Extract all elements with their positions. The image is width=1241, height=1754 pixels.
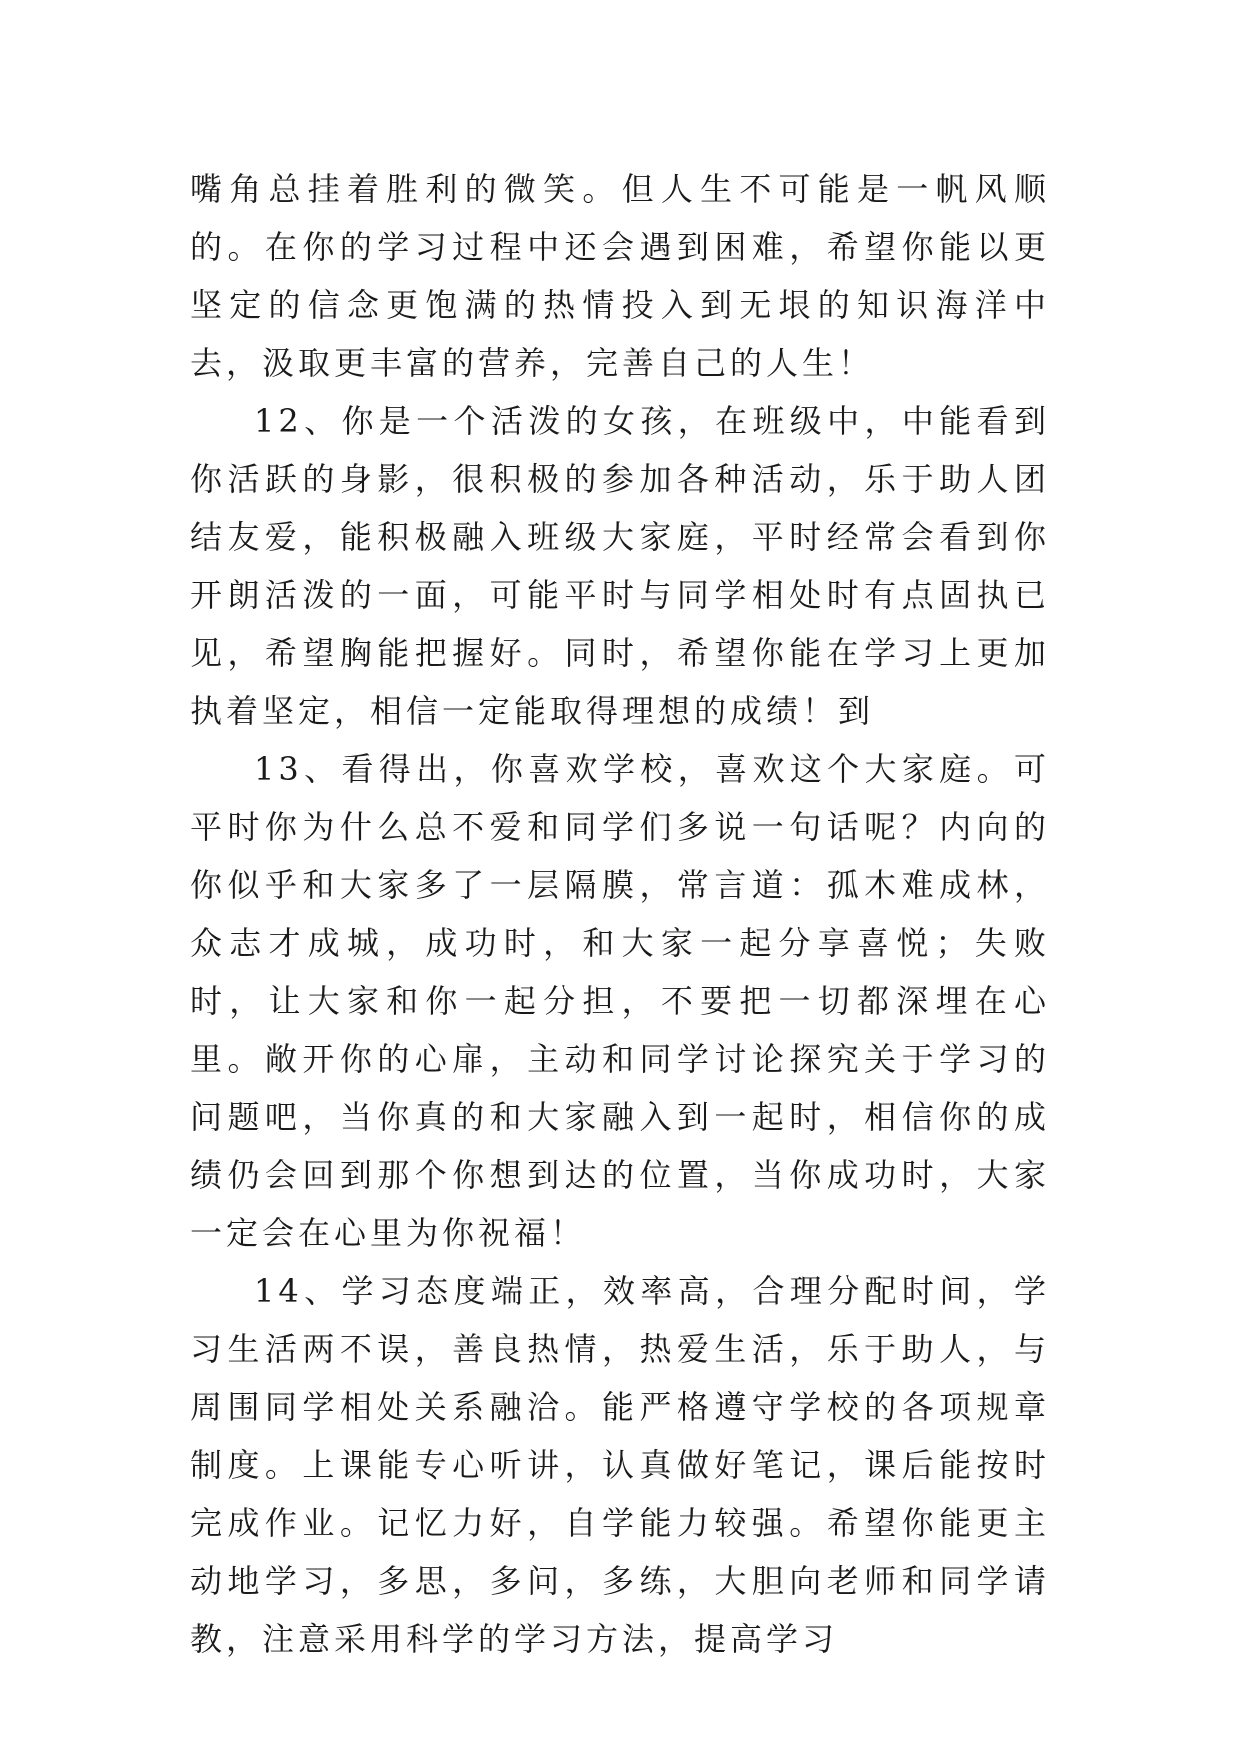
paragraph-comment-12: 12、你是一个活泼的女孩，在班级中，中能看到你活跃的身影，很积极的参加各种活动，乐于助人团结友爱，能积极融入班级大家庭，平时经常会看到你开朗活泼的一面，可能平时与同学相处时有点固执已见，希望胸能把握好。同时，希望你能在学习上更加执着坚定，相信一定能取得理想的成绩！到 <box>190 402 1050 730</box>
document-body <box>190 160 1050 1668</box>
paragraph-comment-14: 14、学习态度端正，效率高，合理分配时间，学习生活两不误，善良热情，热爱生活，乐于助人，与周围同学相处关系融洽。能严格遵守学校的各项规章制度。上课能专心听讲，认真做好笔记，课后能按时完成作业。记忆力好，自学能力较强。希望你能更主动地学习，多思，多问，多练，大胆向老师和同学请教，注意采用科学的学习方法，提高学习 <box>190 1272 1050 1658</box>
paragraph-continuation: 嘴角总挂着胜利的微笑。但人生不可能是一帆风顺的。在你的学习过程中还会遇到困难，希望你能以更坚定的信念更饱满的热情投入到无垠的知识海洋中去，汲取更丰富的营养，完善自己的人生！ <box>190 170 1050 382</box>
paragraph-comment-13: 13、看得出，你喜欢学校，喜欢这个大家庭。可平时你为什么总不爱和同学们多说一句话呢？内向的你似乎和大家多了一层隔膜，常言道：孤木难成林，众志才成城，成功时，和大家一起分享喜悦；失败时，让大家和你一起分担，不要把一切都深埋在心里。敞开你的心扉，主动和同学讨论探究关于学习的问题吧，当你真的和大家融入到一起时，相信你的成绩仍会回到那个你想到达的位置，当你成功时，大家一定会在心里为你祝福！ <box>190 750 1050 1252</box>
